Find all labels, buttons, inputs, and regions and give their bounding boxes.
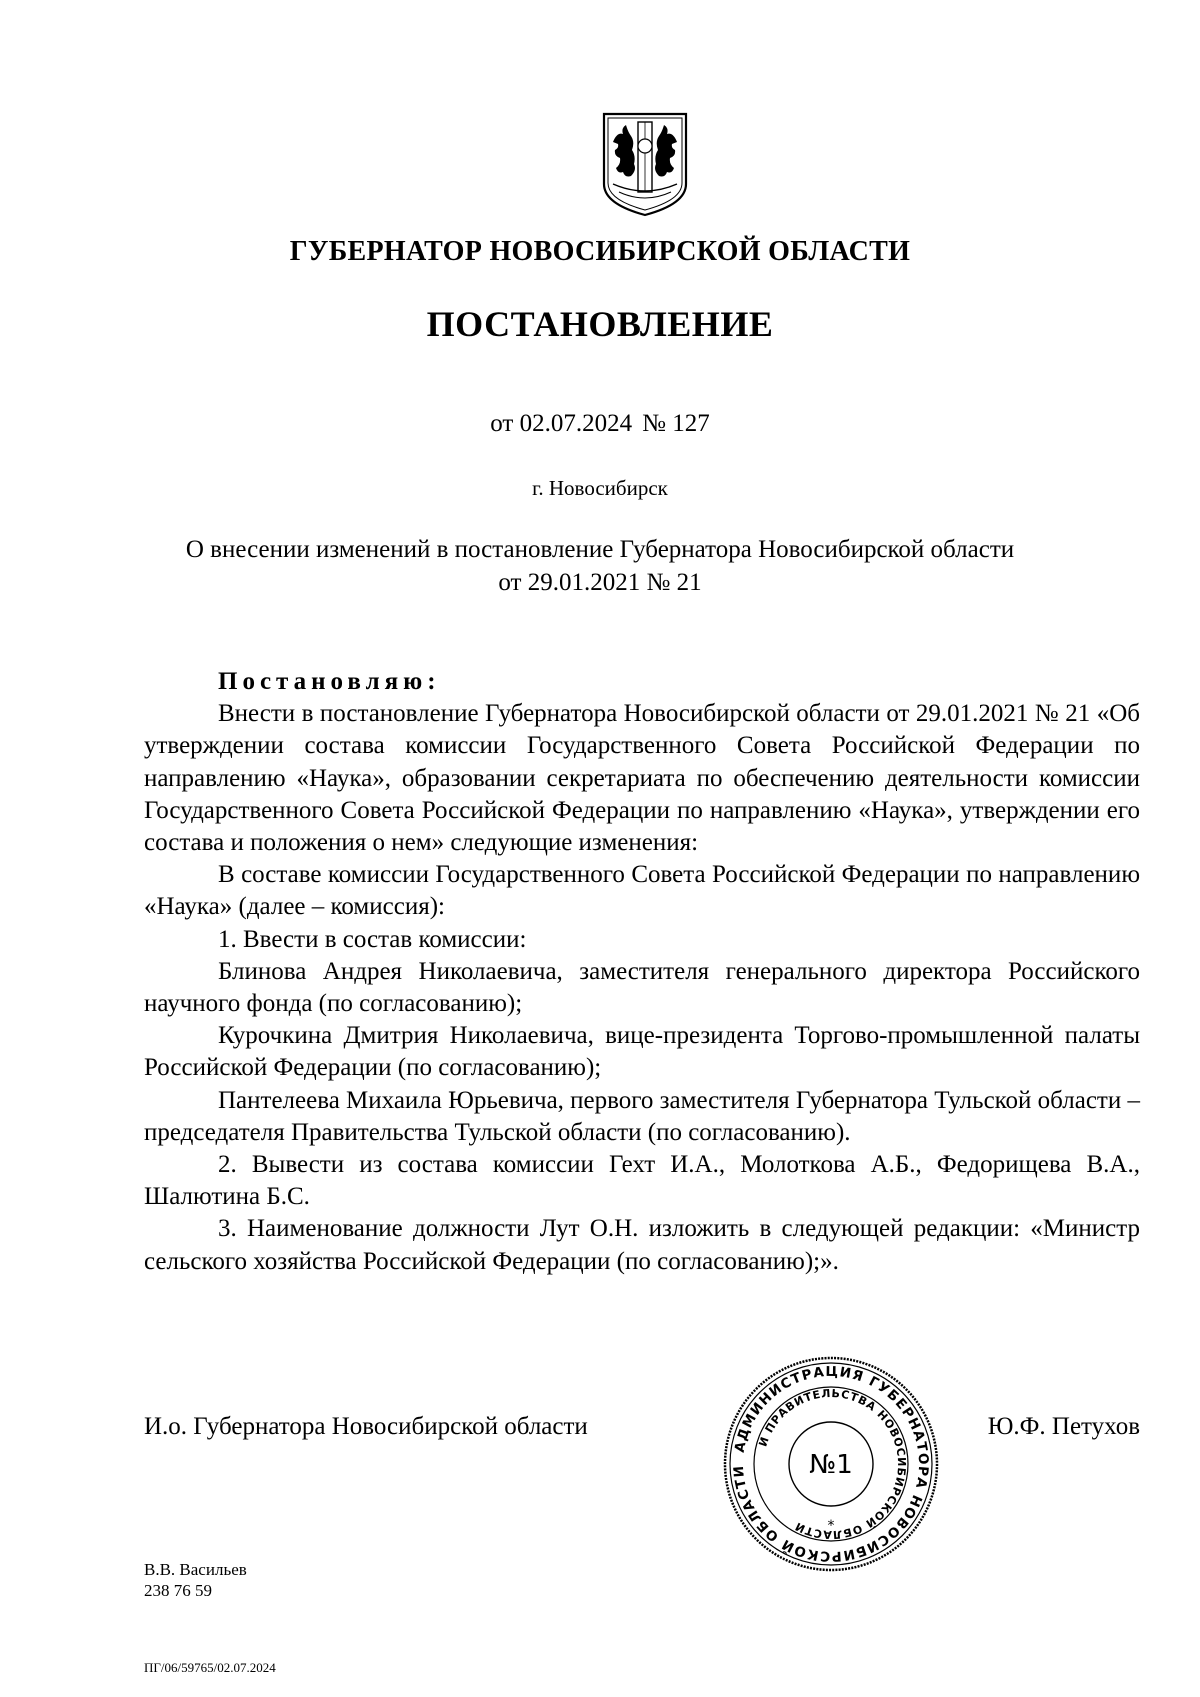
subject-line: О внесении изменений в постановление Губернатора Новосибирской области xyxy=(185,536,1015,563)
executor-info xyxy=(144,1559,247,1601)
decree-word: Постановляю: xyxy=(218,668,441,695)
document-date-number xyxy=(0,410,1200,438)
body-paragraph: Курочкина Дмитрия Николаевича, вице-президента Торгово-промышленной палаты Российской Федерации (по согласованию); xyxy=(144,1022,1140,1082)
executor-phone: 238 76 59 xyxy=(144,1581,212,1600)
document-city: г. Новосибирск xyxy=(532,476,668,500)
document-subject xyxy=(160,533,1040,599)
body-paragraph: Пантелеева Михаила Юрьевича, первого заместителя Губернатора Тульской области – председателя Правительства Тульской области (по согласованию). xyxy=(144,1086,1140,1146)
document-date: от 02.07.2024 xyxy=(490,410,633,437)
svg-text:№1: №1 xyxy=(809,1450,853,1480)
body-paragraph: Внести в постановление Губернатора Новосибирской области от 29.01.2021 № 21 «Об утверждении состава комиссии Государственного Совета Российской Федерации по направлению «Наука», образовании секретариата по обеспечению деятельности комиссии Государственного Совета Российской Федерации по направлению «Наука», утверждении его состава и положения о нем» следующие изменения: xyxy=(144,700,1140,857)
document-type: ПОСТАНОВЛЕНИЕ xyxy=(426,304,774,344)
document-body xyxy=(144,666,1140,1278)
registration-number: ПГ/06/59765/02.07.2024 xyxy=(144,1660,276,1675)
official-seal-icon xyxy=(722,1355,940,1573)
document-number: № 127 xyxy=(642,410,710,437)
svg-text:*: * xyxy=(827,1518,835,1534)
body-paragraph: 3. Наименование должности Лут О.Н. изложить в следующей редакции: «Министр сельского хозяйства Российской Федерации (по согласованию);». xyxy=(144,1215,1140,1275)
executor-name: В.В. Васильев xyxy=(144,1560,247,1579)
body-paragraph: В составе комиссии Государственного Совета Российской Федерации по направлению «Наука» (далее – комиссия): xyxy=(144,861,1140,921)
body-paragraph: 1. Ввести в состав комиссии: xyxy=(218,925,527,953)
subject-line: от 29.01.2021 № 21 xyxy=(498,569,702,596)
issuing-authority: ГУБЕРНАТОР НОВОСИБИРСКОЙ ОБЛАСТИ xyxy=(289,236,911,267)
body-paragraph: Блинова Андрея Николаевича, заместителя генерального директора Российского научного фонда (по согласованию); xyxy=(144,957,1140,1018)
signatory-title: И.о. Губернатора Новосибирской области xyxy=(144,1413,588,1440)
signatory-name: Ю.Ф. Петухов xyxy=(987,1413,1140,1440)
coat-of-arms-icon xyxy=(601,112,689,217)
body-paragraph: 2. Вывести из состава комиссии Гехт И.А., Молоткова А.Б., Федорищева В.А., Шалютина Б.С. xyxy=(144,1151,1140,1211)
svg-text:И ПРАВИТЕЛЬСТВА НОВОСИБИРСКОЙ: И ПРАВИТЕЛЬСТВА НОВОСИБИРСКОЙ ОБЛАСТИ xyxy=(756,1386,909,1542)
svg-text:АДМИНИСТРАЦИЯ ГУБЕРНАТОРА НОВО: АДМИНИСТРАЦИЯ ГУБЕРНАТОРА НОВОСИБИРСКОЙ ОБЛАСТИ xyxy=(730,1363,932,1565)
